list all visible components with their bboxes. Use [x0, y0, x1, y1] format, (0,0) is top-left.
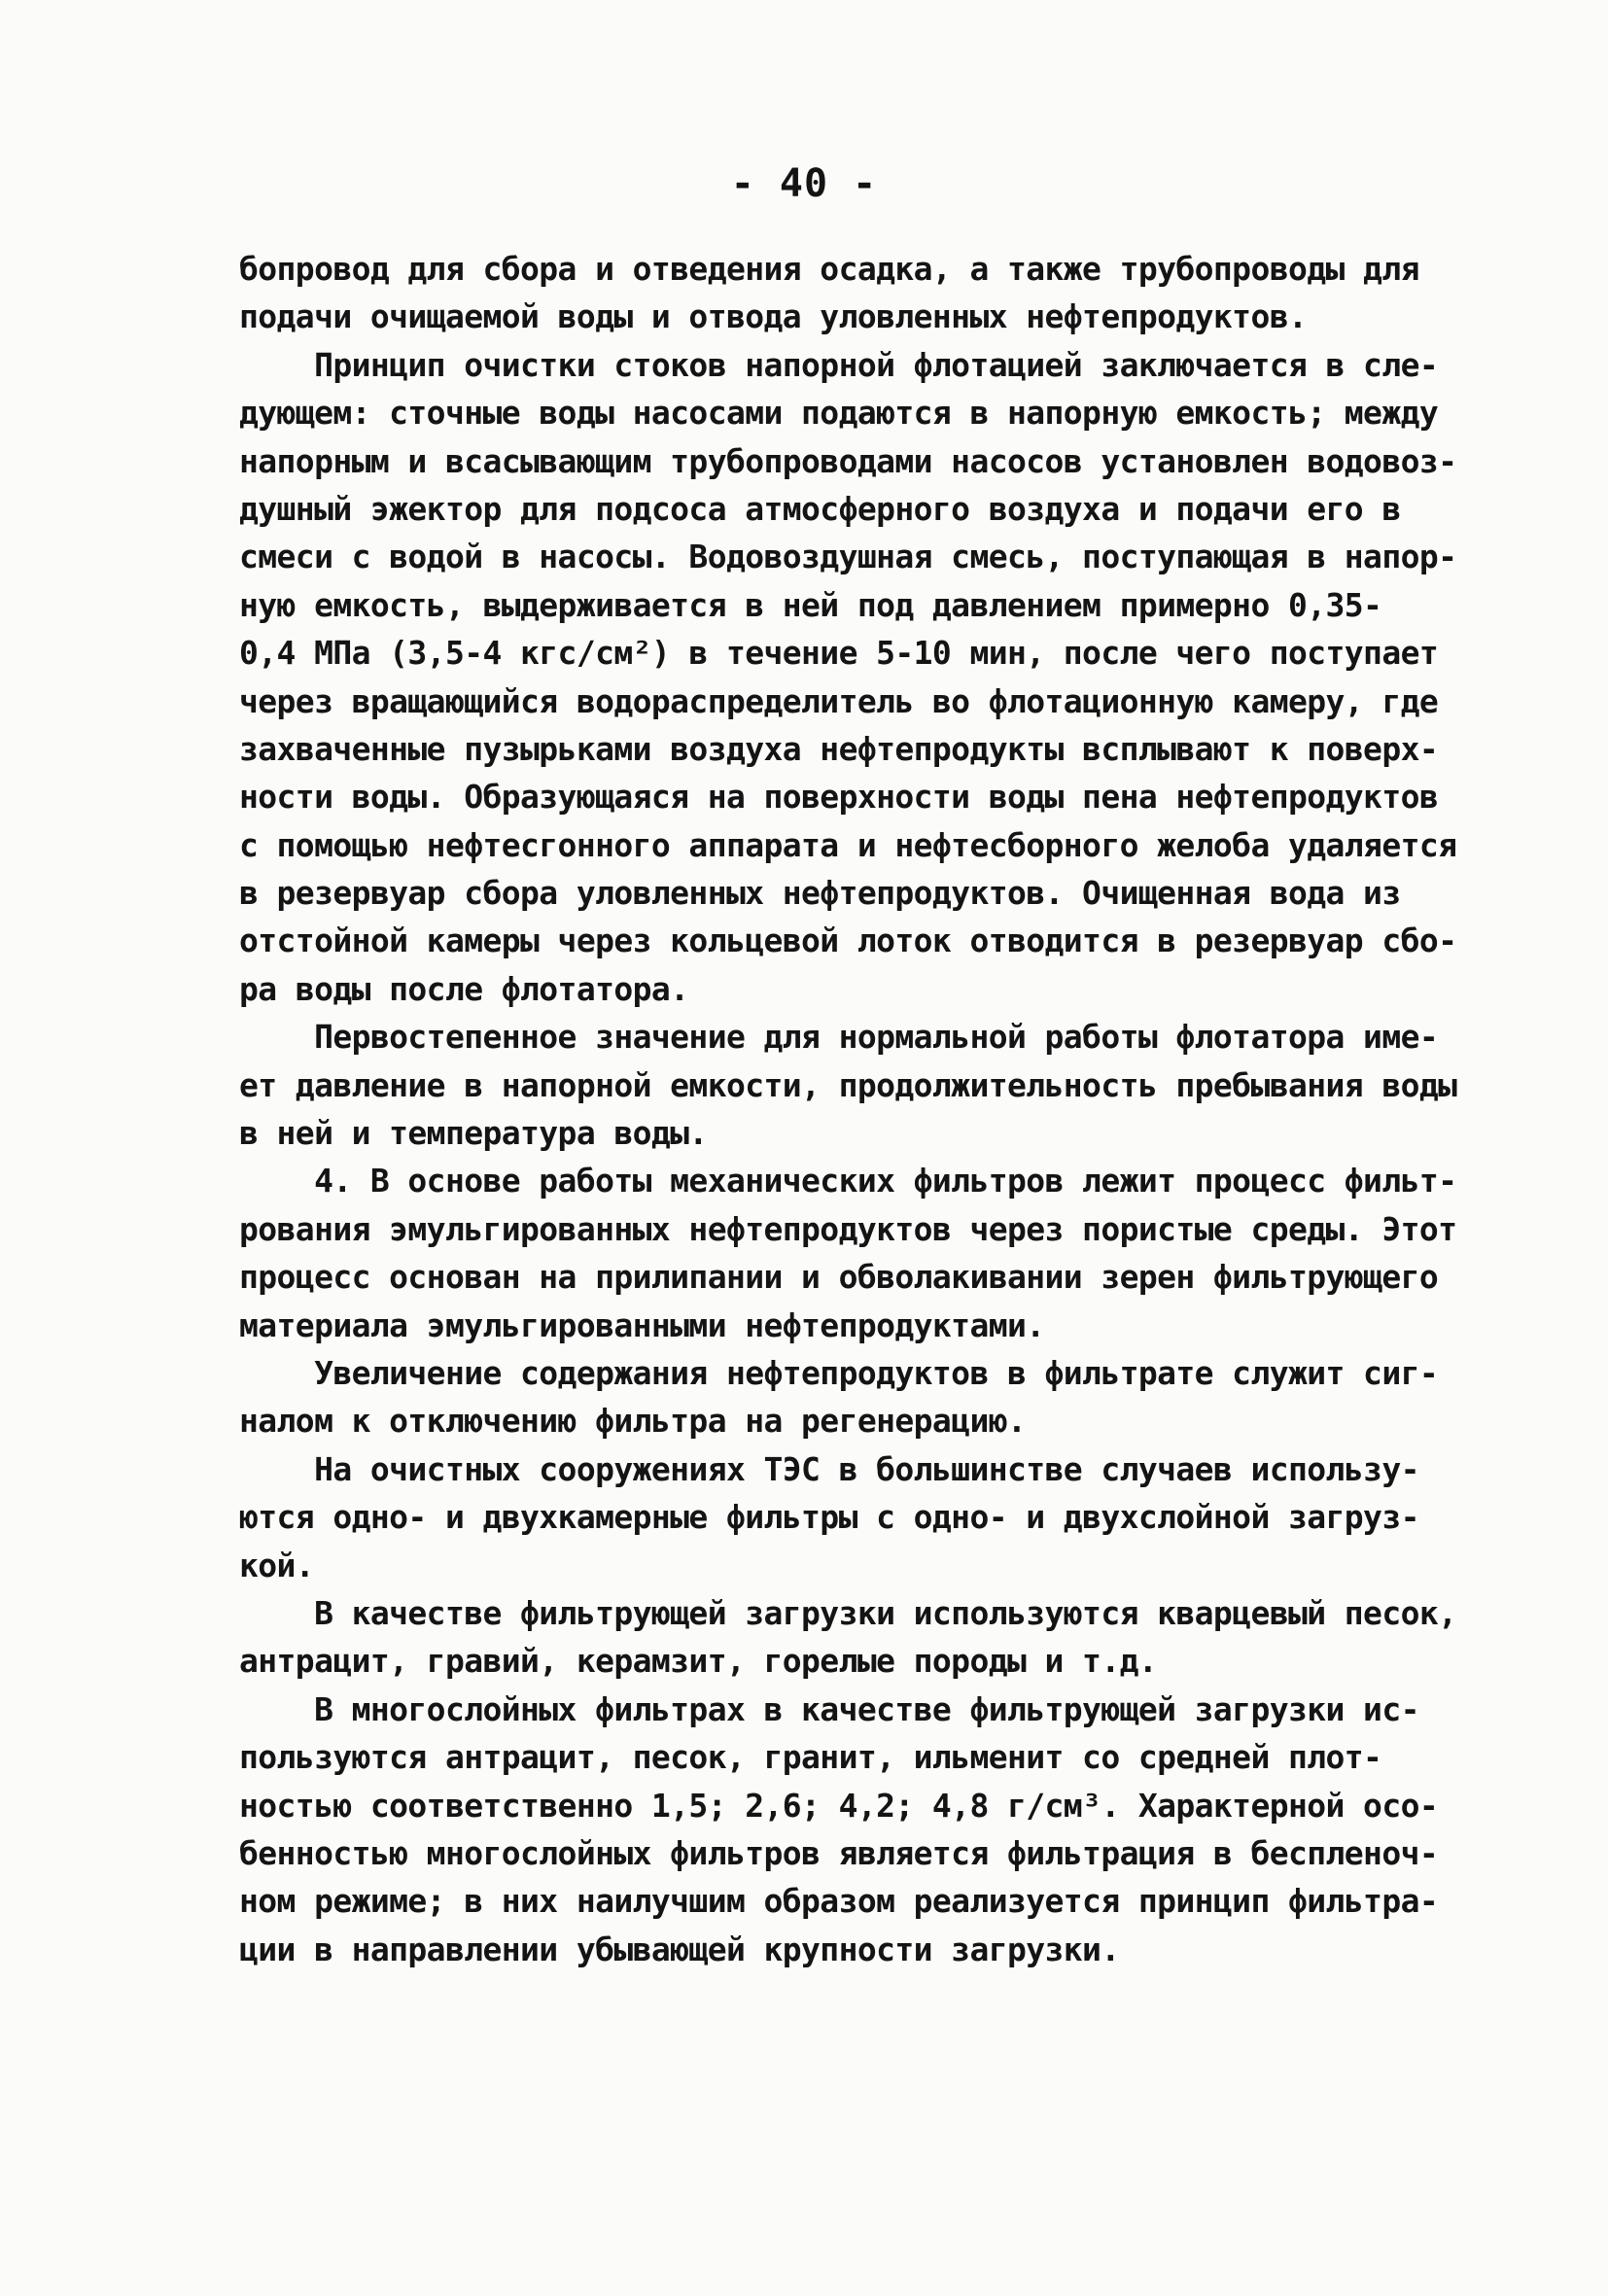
- text-line: захваченные пузырьками воздуха нефтепродукты всплывают к поверх-: [239, 729, 1439, 768]
- text-line: 0,4 МПа (3,5-4 кгс/см²) в течение 5-10 мин, после чего поступает: [239, 634, 1439, 673]
- text-line: смеси с водой в насосы. Водовоздушная смесь, поступающая в напор-: [239, 538, 1457, 576]
- text-line: Первостепенное значение для нормальной работы флотатора име-: [239, 1018, 1439, 1057]
- text-line: процесс основан на прилипании и обволакивании зерен фильтрующего: [239, 1258, 1439, 1297]
- text-line: в ней и температура воды.: [239, 1114, 708, 1153]
- text-line: В качестве фильтрующей загрузки используются кварцевый песок,: [239, 1593, 1457, 1632]
- text-line: с помощью нефтесгонного аппарата и нефтесборного желоба удаляется: [239, 825, 1457, 864]
- text-line: через вращающийся водораспределитель во флотационную камеру, где: [239, 681, 1439, 720]
- text-line: На очистных сооружениях ТЭС в большинстве случаев использу-: [239, 1449, 1419, 1488]
- text-line: антрацит, гравий, керамзит, горелые породы и т.д.: [239, 1642, 1158, 1681]
- text-line: дующем: сточные воды насосами подаются в напорную емкость; между: [239, 394, 1439, 433]
- text-line: ностью соответственно 1,5; 2,6; 4,2; 4,8 г/см³. Характерной осо-: [239, 1786, 1439, 1825]
- text-line: ности воды. Образующаяся на поверхности воды пена нефтепродуктов: [239, 778, 1439, 817]
- text-line: пользуются антрацит, песок, гранит, ильменит со средней плот-: [239, 1738, 1382, 1777]
- text-line: душный эжектор для подсоса атмосферного воздуха и подачи его в: [239, 489, 1401, 528]
- text-line: рования эмульгированных нефтепродуктов через пористые среды. Этот: [239, 1209, 1457, 1248]
- text-line: 4. В основе работы механических фильтров лежит процесс фильт-: [239, 1162, 1457, 1200]
- text-line: ном режиме; в них наилучшим образом реализуется принцип фильтра-: [239, 1882, 1439, 1921]
- text-line: кой.: [239, 1546, 315, 1584]
- text-line: налом к отключению фильтра на регенерацию.: [239, 1402, 1027, 1441]
- text-line: ции в направлении убывающей крупности загрузки.: [239, 1930, 1120, 1968]
- body-text: [239, 245, 1457, 1973]
- text-line: Принцип очистки стоков напорной флотацией заключается в сле-: [239, 345, 1439, 384]
- page-number: - 40 -: [730, 161, 878, 206]
- text-line: В многослойных фильтрах в качестве фильтрующей загрузки ис-: [239, 1689, 1419, 1728]
- text-line: подачи очищаемой воды и отвода уловленных нефтепродуктов.: [239, 297, 1308, 336]
- text-line: в резервуар сбора уловленных нефтепродуктов. Очищенная вода из: [239, 874, 1401, 913]
- text-line: напорным и всасывающим трубопроводами насосов установлен водовоз-: [239, 441, 1457, 480]
- text-line: материала эмульгированными нефтепродуктами.: [239, 1305, 1045, 1344]
- text-line: Увеличение содержания нефтепродуктов в фильтрате служит сиг-: [239, 1353, 1439, 1392]
- text-line: ются одно- и двухкамерные фильтры с одно- и двухслойной загруз-: [239, 1498, 1419, 1537]
- text-line: бенностью многослойных фильтров является фильтрация в беспленоч-: [239, 1833, 1439, 1872]
- text-line: ную емкость, выдерживается в ней под давлением примерно 0,35-: [239, 585, 1382, 624]
- text-line: ра воды после флотатора.: [239, 969, 689, 1008]
- text-line: бопровод для сбора и отведения осадка, а также трубопроводы для: [239, 250, 1419, 288]
- text-line: ет давление в напорной емкости, продолжительность пребывания воды: [239, 1065, 1457, 1104]
- text-line: отстойной камеры через кольцевой лоток отводится в резервуар сбо-: [239, 922, 1457, 960]
